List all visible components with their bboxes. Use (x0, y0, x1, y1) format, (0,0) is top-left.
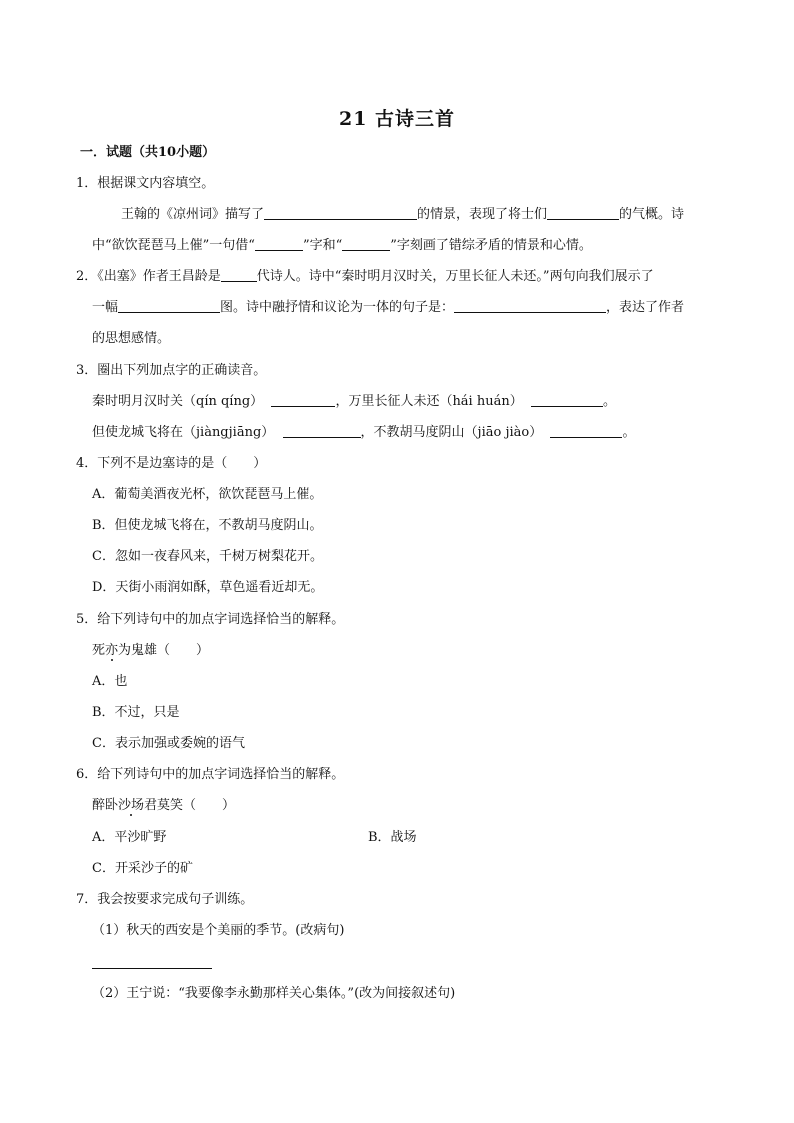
q2-text: 2．《出塞》作者王昌龄是 (76, 269, 221, 284)
q5-option-b[interactable]: B．不过，只是 (92, 705, 180, 720)
question-6-stem: 6．给下列诗句中的加点字词选择恰当的解释。 (76, 767, 345, 782)
q6-dotted-word: 沙场 (118, 798, 145, 813)
q5-option-a[interactable]: A．也 (92, 674, 128, 689)
q6-text: 醉卧 (92, 798, 119, 813)
section-heading: 一．试题（共10小题） (80, 145, 216, 160)
q2-text: ，表达了作者 (606, 300, 685, 315)
question-5-stem: 5．给下列诗句中的加点字词选择恰当的解释。 (76, 612, 345, 627)
q3-text: ，万里长征人未还（hái huán） (335, 394, 523, 409)
q3-text: 。 (622, 425, 636, 440)
q2-text: 一幅 (92, 300, 119, 315)
q5-dotted-word: 亦 (105, 643, 119, 658)
q2-blank-2[interactable] (118, 298, 220, 313)
question-3-line-2 (92, 423, 636, 443)
q4-option-b[interactable]: B．但使龙城飞将在，不教胡马度阴山。 (92, 518, 323, 533)
q4-option-c[interactable]: C．忽如一夜春风来，千树万树梨花开。 (92, 549, 323, 564)
q6-text: 君莫笑（ ） (144, 798, 236, 813)
q1-text: 王翰的《凉州词》描写了 (121, 207, 265, 222)
q3-text: ，不教胡马度阴山（jiāo jiào） (360, 425, 543, 440)
q3-blank-1[interactable] (271, 392, 335, 407)
question-3-stem: 3．圈出下列加点字的正确读音。 (76, 363, 267, 378)
q1-text: ”字和“ (302, 238, 343, 253)
question-2-line-2 (92, 298, 684, 318)
q6-option-c[interactable]: C．开采沙子的矿 (92, 861, 193, 876)
q7-sub-2: （2）王宁说：“我要像李永勤那样关心集体。”(改为间接叙述句) (92, 986, 456, 1001)
question-7-stem: 7．我会按要求完成句子训练。 (76, 892, 254, 907)
question-4-stem: 4．下列不是边塞诗的是（ ） (76, 456, 267, 471)
q3-blank-4[interactable] (550, 423, 622, 438)
question-2-line-1 (76, 267, 654, 287)
page-title: 21 古诗三首 (338, 108, 456, 130)
q3-text: 但使龙城飞将在（jiàngjiāng） (92, 425, 275, 440)
q1-blank-2[interactable] (547, 205, 619, 220)
q5-text: 死 (92, 643, 106, 658)
q3-text: 。 (603, 394, 617, 409)
q3-blank-2[interactable] (531, 392, 603, 407)
question-1-line-2 (92, 236, 592, 256)
q4-option-d[interactable]: D．天街小雨润如酥，草色遥看近却无。 (92, 580, 324, 595)
question-2-line-3: 的思想感情。 (92, 331, 171, 346)
q1-text: ”字刻画了错综矛盾的情景和心情。 (390, 238, 592, 253)
q4-option-a[interactable]: A．葡萄美酒夜光杯，欲饮琵琶马上催。 (92, 487, 323, 502)
q1-text: 中“欲饮琵琶马上催”一句借“ (92, 238, 255, 253)
q2-text: 代诗人。诗中“秦时明月汉时关，万里长征人未还。”两句向我们展示了 (256, 269, 654, 284)
q3-text: 秦时明月汉时关（qín qíng） (92, 394, 264, 409)
question-1-stem: 1．根据课文内容填空。 (76, 176, 215, 191)
q1-text: 的情景，表现了将士们 (417, 207, 548, 222)
q2-blank-3[interactable] (454, 298, 606, 313)
q1-blank-4[interactable] (342, 236, 390, 251)
question-3-line-1 (92, 392, 616, 412)
q1-blank-3[interactable] (255, 236, 303, 251)
q5-text: 为鬼雄（ ） (118, 643, 210, 658)
question-1-line-1 (121, 205, 684, 225)
q5-poem-line (92, 641, 209, 661)
q7-answer-line-1[interactable] (92, 968, 212, 969)
q6-option-b[interactable]: B．战场 (368, 830, 417, 845)
q6-poem-line (92, 796, 235, 816)
q1-text: 的气概。诗 (619, 207, 685, 222)
q7-sub-1: （1）秋天的西安是个美丽的季节。(改病句) (92, 923, 345, 938)
q3-blank-3[interactable] (283, 423, 361, 438)
q5-option-c[interactable]: C．表示加强或委婉的语气 (92, 736, 245, 751)
q2-blank-1[interactable] (221, 267, 257, 282)
q1-blank-1[interactable] (264, 205, 417, 220)
q6-option-a[interactable]: A．平沙旷野 (92, 830, 167, 845)
q2-text: 图。诗中融抒情和议论为一体的句子是： (220, 300, 455, 315)
